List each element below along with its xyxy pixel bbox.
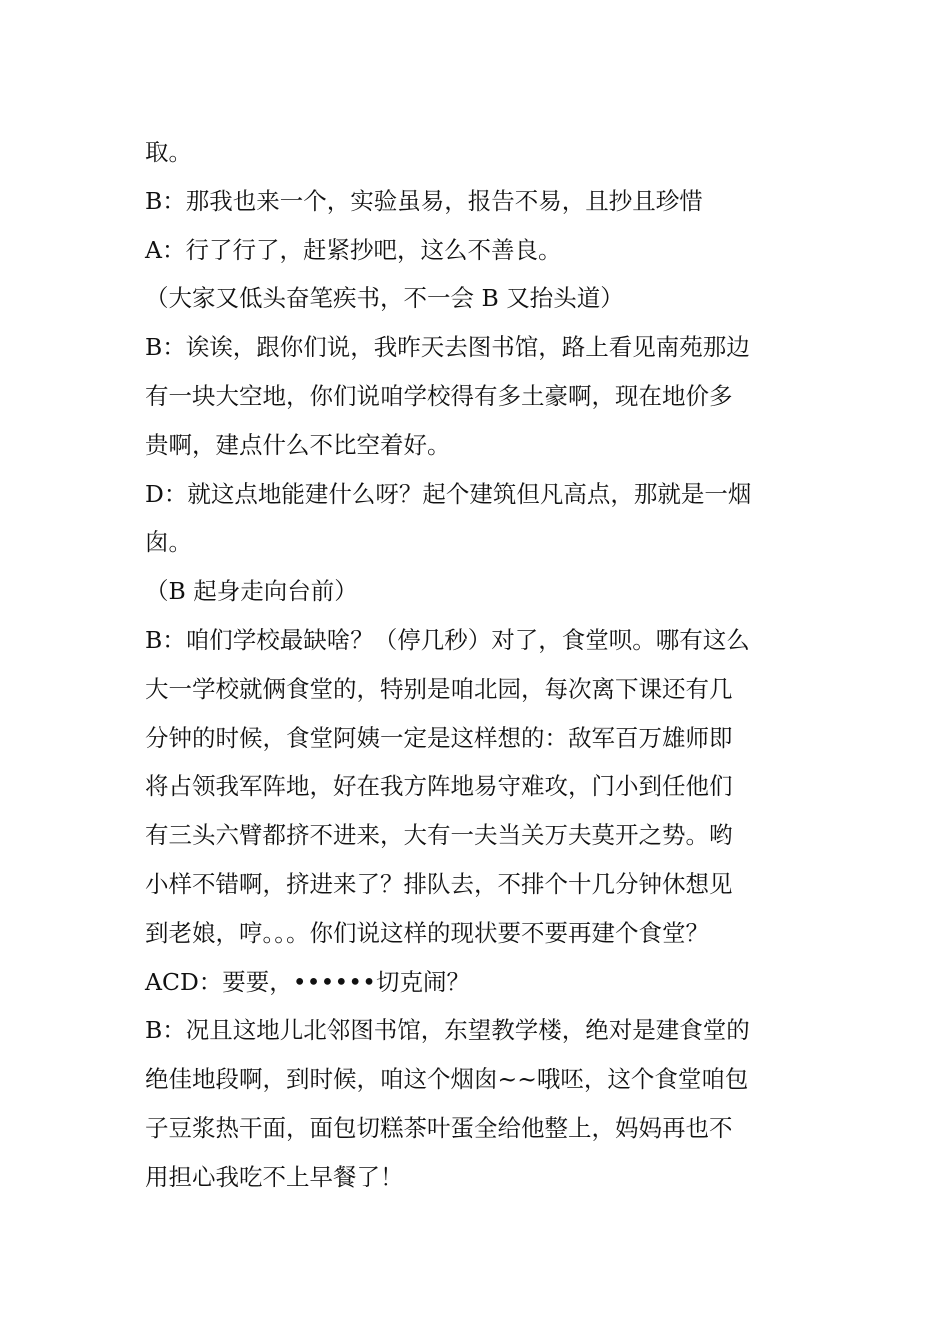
text-line: D：就这点地能建什么呀？起个建筑但凡高点，那就是一烟 [145,479,752,508]
stage-direction: （B 起身走向台前） [145,577,358,606]
text-line: 将占领我军阵地，好在我方阵地易守难攻，门小到任他们 [145,772,733,801]
text-line: B：咱们学校最缺啥？（停几秒）对了，食堂呗。哪有这么 [145,625,750,654]
script-text [145,128,810,1202]
text-line: 取。 [145,138,192,166]
text-line: A：行了行了，赶紧抄吧，这么不善良。 [145,235,562,264]
text-line: 分钟的时候，食堂阿姨一定是这样想的：敌军百万雄师即 [145,723,733,752]
text-line: B：况且这地儿北邻图书馆，东望教学楼，绝对是建食堂的 [145,1016,750,1045]
text-line: 贵啊，建点什么不比空着好。 [145,430,451,459]
text-line: ACD：要要，••••••切克闹？ [145,967,470,996]
text-line: 用担心我吃不上早餐了！ [145,1162,404,1191]
text-line: 到老娘，哼。。。你们说这样的现状要不要再建个食堂？ [145,918,709,947]
text-line: 有三头六臂都挤不进来，大有一夫当关万夫莫开之势。哟 [145,821,733,850]
text-line: 有一块大空地，你们说咱学校得有多土豪啊，现在地价多 [145,381,733,410]
text-line: B：那我也来一个，实验虽易，报告不易，且抄且珍惜 [145,186,703,215]
text-line: 绝佳地段啊，到时候，咱这个烟囱~~哦呸，这个食堂咱包 [145,1065,749,1094]
text-line: 囱。 [145,528,192,557]
stage-direction: （大家又低头奋笔疾书，不一会 B 又抬头道） [145,284,624,313]
text-line: 小样不错啊，挤进来了？排队去，不排个十几分钟休想见 [145,869,733,898]
text-line: 子豆浆热干面，面包切糕茶叶蛋全给他整上，妈妈再也不 [145,1113,733,1142]
text-line: 大一学校就俩食堂的，特别是咱北园，每次离下课还有几 [145,674,733,703]
text-line: B：诶诶，跟你们说，我昨天去图书馆，路上看见南苑那边 [145,333,750,362]
